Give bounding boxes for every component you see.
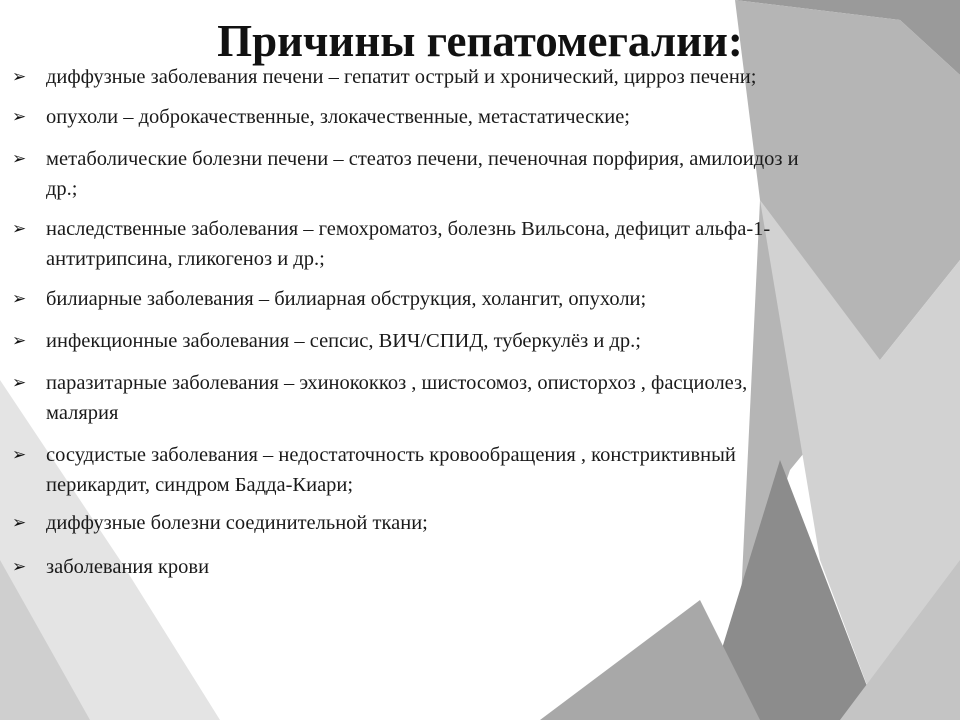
- bullet-text-line: наследственные заболевания – гемохроматоз, болезнь Вильсона, дефицит альфа-1-: [46, 218, 771, 240]
- arrow-bullet-icon: ➢: [12, 149, 27, 168]
- bg-shape-bottom-dark: [540, 600, 760, 720]
- arrow-bullet-icon: ➢: [12, 557, 27, 576]
- arrow-bullet-icon: ➢: [12, 331, 27, 350]
- bullet-item: [12, 368, 937, 428]
- bullet-item: [12, 552, 937, 582]
- bullet-text-line: сосудистые заболевания – недостаточность кровообращения , констриктивный: [46, 444, 736, 466]
- bullet-text-line: др.;: [46, 178, 78, 200]
- bullet-text-line: диффузные болезни соединительной ткани;: [46, 512, 428, 534]
- bullet-text-line: инфекционные заболевания – сепсис, ВИЧ/СПИД, туберкулёз и др.;: [46, 330, 641, 352]
- bullet-text-line: антитрипсина, гликогеноз и др.;: [46, 248, 325, 270]
- bullet-text-line: малярия: [46, 402, 119, 424]
- bullet-item: [12, 508, 937, 538]
- bullet-text-line: билиарные заболевания – билиарная обструкция, холангит, опухоли;: [46, 288, 647, 310]
- arrow-bullet-icon: ➢: [12, 107, 27, 126]
- bullet-item: [12, 214, 937, 274]
- bullet-text-line: метаболические болезни печени – стеатоз печени, печеночная порфирия, амилоидоз и: [46, 148, 799, 170]
- bullet-item: [12, 144, 937, 204]
- bullet-text-line: паразитарные заболевания – эхинококкоз , шистосомоз, описторхоз , фасциолез,: [46, 372, 748, 394]
- arrow-bullet-icon: ➢: [12, 67, 27, 86]
- bullet-text-line: опухоли – доброкачественные, злокачественные, метастатические;: [46, 106, 630, 128]
- bullet-text-line: перикардит, синдром Бадда-Киари;: [46, 474, 354, 496]
- bullet-text-line: диффузные заболевания печени – гепатит острый и хронический, цирроз печени;: [46, 66, 757, 88]
- bullet-item: [12, 326, 937, 356]
- slide-title: Причины гепатомегалии:: [217, 16, 743, 66]
- bullet-item: [12, 284, 937, 314]
- arrow-bullet-icon: ➢: [12, 513, 27, 532]
- bullet-item: [12, 440, 937, 500]
- arrow-bullet-icon: ➢: [12, 373, 27, 392]
- bullet-item: [12, 102, 937, 132]
- arrow-bullet-icon: ➢: [12, 445, 27, 464]
- bullet-text-line: заболевания крови: [46, 556, 210, 578]
- arrow-bullet-icon: ➢: [12, 219, 27, 238]
- bullet-item: [12, 62, 937, 92]
- arrow-bullet-icon: ➢: [12, 289, 27, 308]
